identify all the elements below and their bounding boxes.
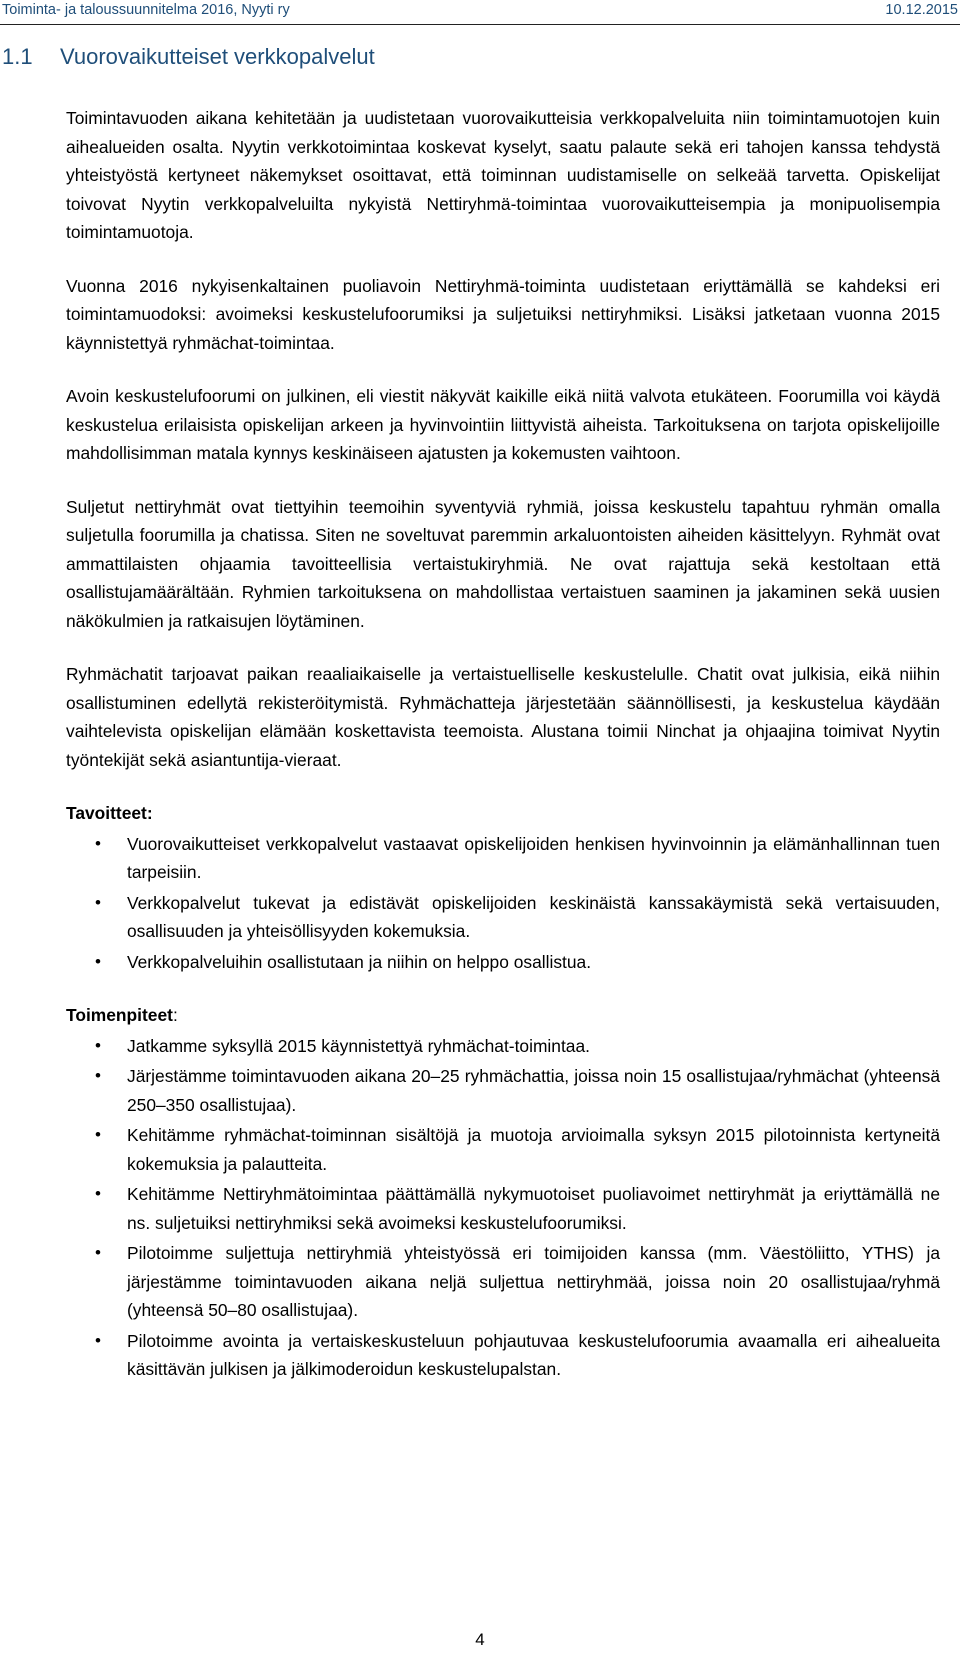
actions-heading	[66, 1001, 940, 1030]
actions-list	[66, 1032, 940, 1384]
actions-heading-text: Toimenpiteet	[66, 1005, 173, 1025]
bullet-icon: •	[95, 892, 101, 912]
section-number: 1.1	[2, 44, 33, 69]
actions-heading-colon: :	[172, 1005, 178, 1025]
section-title: Vuorovaikutteiset verkkopalvelut	[60, 44, 375, 69]
bullet-icon: •	[95, 1125, 101, 1144]
paragraph-group-chats: Ryhmächatit tarjoavat paikan reaaliaikaiselle ja vertaistuelliselle keskustelulle. Chatit ovat julkisia, eikä niihin osallistuminen edellytä rekisteröitymistä. Ryhmächatteja järjestetään säännöllisesti, ja keskustelua käydään vaihtelevista opiskelijan elämään koskettavista teemoista. Alustana toimii Ninchat ja ohjaajina toimivat Nyytin työntekijät sekä asiantuntija-vieraat.	[66, 664, 940, 770]
list-item	[66, 889, 940, 946]
list-item	[66, 1239, 940, 1325]
list-item-text: Kehitämme Nettiryhmätoimintaa päättämällä nykymuotoiset puoliavoimet nettiryhmät ja eriyttämällä ne ns. suljetuiksi nettiryhmiksi sekä avoimeksi keskustelufoorumiksi.	[127, 1184, 940, 1233]
bullet-icon: •	[95, 1066, 101, 1085]
list-item	[66, 830, 940, 887]
paragraph-intro: Toimintavuoden aikana kehitetään ja uudistetaan vuorovaikutteisia verkkopalveluita niin toimintamuotojen kuin aihealueiden osalta. Nyytin verkkotoimintaa koskevat kyselyt, saatu palaute sekä eri tahojen kanssa tehdystä yhteistyöstä kertyneet näkemykset osoittavat, että toiminnan uudistamiselle on selkeää tarvetta. Opiskelijat toivovat Nyytin verkkopalveluilta nykyistä Nettiryhmä-toimintaa vuorovaikutteisempia ja monipuolisempia toimintamuotoja.	[66, 108, 940, 242]
list-item-text: Pilotoimme suljettuja nettiryhmiä yhteistyössä eri toimijoiden kanssa (mm. Väestöliitto, YTHS) ja järjestämme toimintavuoden aikana neljä suljettua nettiryhmää, joissa noin 20 osallistujaa/ryhmä (yhteensä 50–80 osallistujaa).	[127, 1243, 940, 1320]
bullet-icon: •	[95, 833, 101, 853]
list-item	[66, 1327, 940, 1384]
bullet-icon: •	[95, 1243, 101, 1262]
paragraph-2016-change: Vuonna 2016 nykyisenkaltainen puoliavoin Nettiryhmä-toiminta uudistetaan eriyttämällä se kahdeksi eri toimintamuodoksi: avoimeksi keskustelufoorumiksi ja suljetuiksi nettiryhmiksi. Lisäksi jatketaan vuonna 2015 käynnistettyä ryhmächat-toimintaa.	[66, 275, 940, 353]
list-item-text: Jatkamme syksyllä 2015 käynnistettyä ryhmächat-toimintaa.	[127, 1035, 590, 1056]
list-item-text: Pilotoimme avointa ja vertaiskeskusteluun pohjautuvaa keskustelufoorumia avaamalla eri aihealueita käsittävän julkisen ja jälkimoderoidun keskustelupalstan.	[127, 1330, 940, 1379]
document-body	[66, 104, 940, 1384]
list-item	[66, 1032, 940, 1061]
goals-heading: Tavoitteet:	[66, 803, 153, 823]
page-header	[0, 0, 960, 25]
header-document-title: Toiminta- ja taloussuunnitelma 2016, Nyyti ry	[2, 2, 290, 18]
list-item-text: Verkkopalveluihin osallistutaan ja niihin on helppo osallistua.	[127, 951, 592, 972]
list-item	[66, 1062, 940, 1119]
list-item-text: Verkkopalvelut tukevat ja edistävät opiskelijoiden keskinäistä kanssakäymistä sekä vertaisuuden, osallisuuden ja yhteisöllisyyden kokemuksia.	[127, 892, 940, 941]
list-item	[66, 948, 940, 977]
goals-list	[66, 830, 940, 977]
list-item-text: Vuorovaikutteiset verkkopalvelut vastaavat opiskelijoiden henkisen hyvinvoinnin ja elämänhallinnan tuen tarpeisiin.	[127, 833, 940, 882]
list-item-text: Järjestämme toimintavuoden aikana 20–25 ryhmächattia, joissa noin 15 osallistujaa/ryhmächat (yhteensä 250–350 osallistujaa).	[127, 1066, 940, 1115]
paragraph-open-forum: Avoin keskustelufoorumi on julkinen, eli viestit näkyvät kaikille eikä niitä valvota etukäteen. Foorumilla voi käydä keskustelua erilaisista opiskelijan arkeen ja hyvinvointiin liittyvistä aiheista. Tarkoituksena on tarjota opiskelijoille mahdollisimman matala kynnys keskinäiseen ajatusten ja kokemusten vaihtoon.	[66, 386, 940, 463]
list-item	[66, 1121, 940, 1178]
section-heading	[2, 44, 375, 70]
bullet-icon: •	[95, 1035, 101, 1055]
header-date: 10.12.2015	[885, 2, 958, 18]
page-number: 4	[475, 1630, 485, 1649]
list-item	[66, 1180, 940, 1237]
bullet-icon: •	[95, 1330, 101, 1350]
bullet-icon: •	[95, 1184, 101, 1203]
list-item-text: Kehitämme ryhmächat-toiminnan sisältöjä ja muotoja arvioimalla syksyn 2015 pilotoinnista kertyneitä kokemuksia ja palautteita.	[127, 1125, 940, 1174]
paragraph-closed-groups: Suljetut nettiryhmät ovat tiettyihin teemoihin syventyviä ryhmiä, joissa keskustelu tapahtuu ryhmän omalla suljetulla foorumilla ja chatissa. Siten ne soveltuvat paremmin arkaluontoisten aiheiden käsittelyyn. Ryhmät ovat ammattilaisten ohjaamia tavoitteellisia vertaistukiryhmiä. Ne ovat rajattuja sekä kestoltaan että osallistujamäärältään. Ryhmien tarkoituksena on mahdollistaa vertaistuen saaminen ja jakaminen sekä uusien näkökulmien ja ratkaisujen löytäminen.	[66, 496, 940, 631]
bullet-icon: •	[95, 951, 101, 971]
